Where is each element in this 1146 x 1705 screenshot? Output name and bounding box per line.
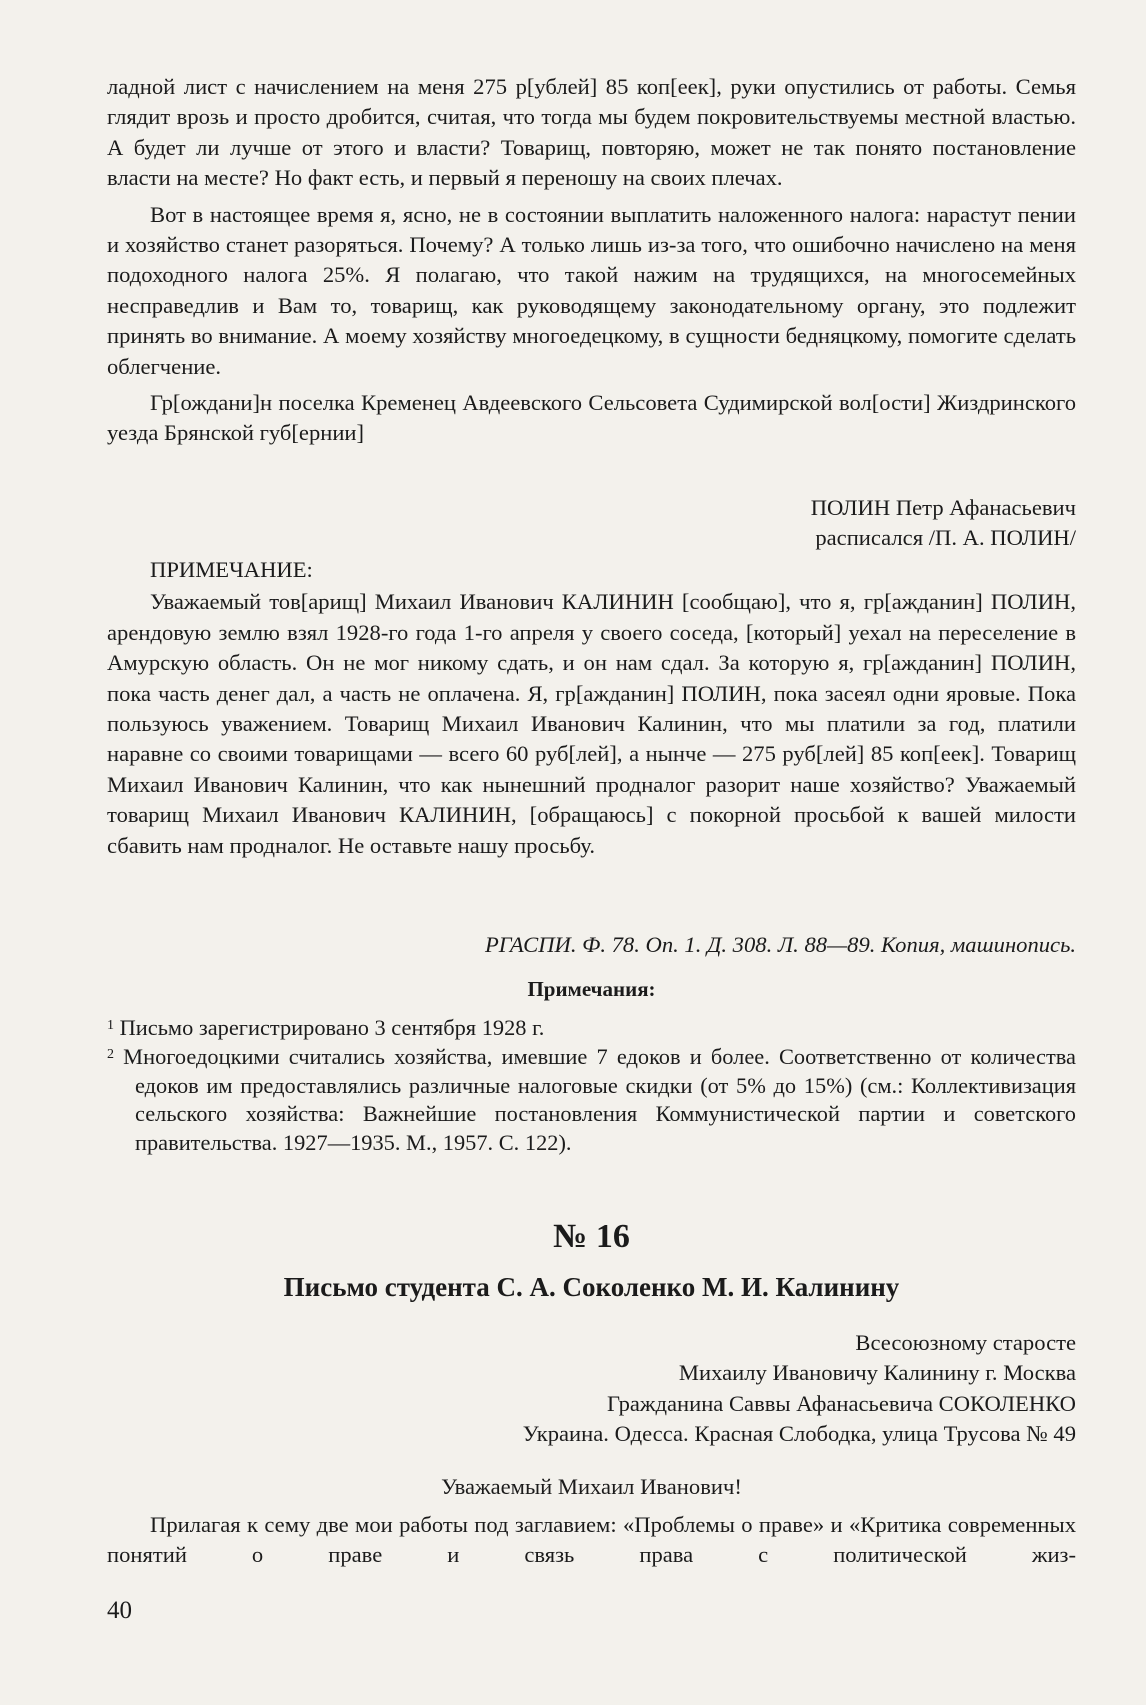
footnote-2 [107, 1043, 1076, 1157]
letter-body [107, 1510, 1076, 1571]
note-heading: ПРИМЕЧАНИЕ: [150, 557, 313, 582]
document-title: Письмо студента С. А. Соколенко М. И. Калинину [283, 1272, 900, 1302]
footnotes-heading: Примечания: [527, 977, 656, 1001]
final-paragraph: Прилагая к сему две мои работы под заглавием: «Проблемы о праве» и «Критика современных понятий о праве и связь права с политической жиз- [107, 1512, 1076, 1568]
signature-name: ПОЛИН Петр Афанасьевич [810, 495, 1076, 520]
paragraph-1: ладной лист с начислением на меня 275 р[ублей] 85 коп[еек], руки опустились от работы. Семья глядит врозь и просто дробится, считая, что тогда мы будем покровительствуемы местной властью. А будет ли лучше от этого и власти? Товарищ, повторяю, может не так понято постановление власти на месте? Но факт есть, и первый я переношу на своих плечах. [107, 74, 1076, 191]
page-number: 40 [107, 1597, 132, 1624]
source-citation: РГАСПИ. Ф. 78. Оп. 1. Д. 308. Л. 88—89. Копия, машинопись. [484, 932, 1076, 957]
address-block [107, 1328, 1076, 1450]
signature-signed: расписался /П. А. ПОЛИН/ [815, 525, 1076, 551]
footnote-2-text: Многоедоцкими считались хозяйства, имевшие 7 едоков и более. Соответственно от количества едоков им предоставлялись различные налоговые скидки (от 5% до 15%) (см.: Коллективизация сельского хозяйства: Важнейшие постановления Коммунистической партии и советского правительства. 1927—1935. М., 1957. С. 122). [123, 1044, 1076, 1155]
sender-address: Гр[ождани]н поселка Кременец Авдеевского Сельсовета Судимирской вол[ости] Жиздринского уезда Брянской губ[ернии] [107, 390, 1076, 446]
address-line-4: Украина. Одесса. Красная Слободка, улица Трусова № 49 [522, 1421, 1076, 1447]
document-header [107, 1217, 1076, 1305]
address-line-2: Михаилу Ивановичу Калинину г. Москва [678, 1360, 1076, 1386]
note-text: Уважаемый тов[арищ] Михаил Иванович КАЛИНИН [сообщаю], что я, гр[ажданин] ПОЛИН, арендовую землю взял 1928-го года 1-го апреля у своего соседа, [который] уехал на переселение в Амурскую область. Он не мог никому сдать, и он нам сдал. За которую я, гр[ажданин] ПОЛИН, пока часть денег дал, а часть не оплачена. Я, гр[ажданин] ПОЛИН, пока засеял одни яровые. Пока пользуюсь уважением. Товарищ Михаил Иванович Калинин, что мы платили за год, платили наравне со своими товарищами — всего 60 руб[лей], а нынче — 275 руб[лей] 85 коп[еек]. Товарищ Михаил Иванович Калинин, что как нынешний продналог разорит наше хозяйство? Уважаемый товарищ Михаил Иванович КАЛИНИН, [обращаюсь] с покорной просьбой к вашей милости сбавить нам продналог. Не оставьте нашу просьбу. [107, 589, 1076, 858]
footnote-1 [107, 1014, 1076, 1043]
address-line-1: Всесоюзному старосте [855, 1330, 1076, 1355]
footnote-1-text: Письмо зарегистрировано 3 сентября 1928 г. [119, 1015, 545, 1041]
document-number: № 16 [553, 1218, 630, 1255]
note-section [107, 555, 1076, 861]
footnote-2-number: 2 [107, 1047, 114, 1062]
address-line-3: Гражданина Саввы Афанасьевича СОКОЛЕНКО [606, 1390, 1076, 1416]
footnotes-section [107, 974, 1076, 1157]
letter-continuation [107, 72, 1076, 449]
salutation-block [107, 1472, 1076, 1502]
archive-source [107, 930, 1076, 960]
salutation: Уважаемый Михаил Иванович! [441, 1474, 742, 1499]
footnote-1-number: 1 [107, 1018, 114, 1034]
signature-block [107, 493, 1076, 554]
paragraph-2: Вот в настоящее время я, ясно, не в состоянии выплатить наложенного налога: нарастут пении и хозяйство станет разоряться. Почему? А только лишь из-за того, что ошибочно начислено на меня подоходного налога 25%. Я полагаю, что такой нажим на трудящихся, на многосемейных несправедлив и Вам то, товарищ, как руководящему законодательному органу, это подлежит принять во внимание. А моему хозяйству многоедецкому, в сущности бедняцкому, помогите сделать облегчение. [107, 201, 1076, 379]
